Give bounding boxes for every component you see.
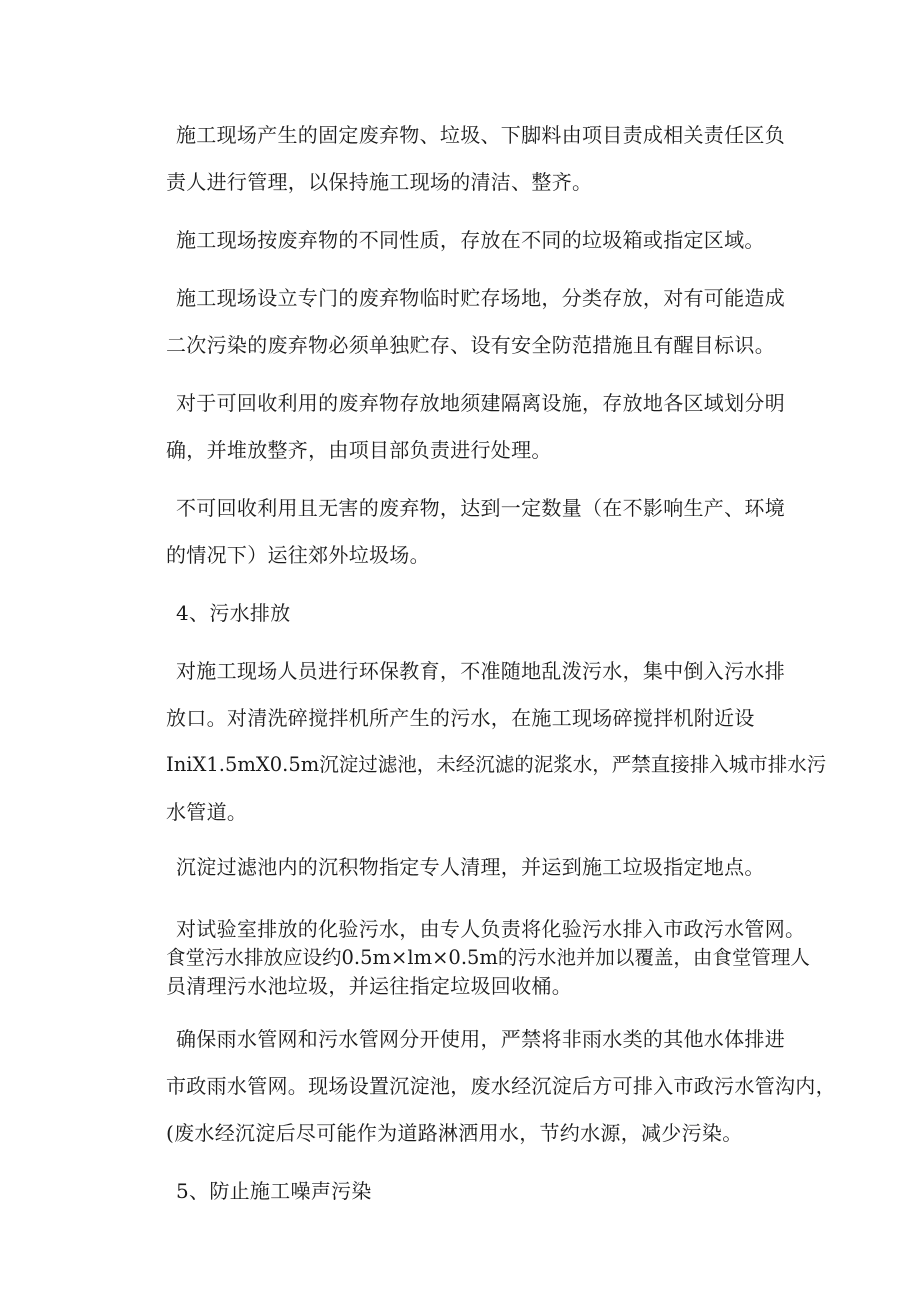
paragraph-9-line-2: 市政雨水管网。现场设置沉淀池，废水经沉淀后方可排入市政污水管沟内， xyxy=(166,1074,836,1098)
paragraph-6-line-2: 放口。对清洗碎搅拌机所产生的污水，在施工现场碎搅拌机附近设 xyxy=(166,706,755,730)
paragraph-8-line-3: 员清理污水池垃圾，并运往指定垃圾回收桶。 xyxy=(166,974,572,998)
paragraph-6-line-3: IniX1.5mX0.5m沉淀过滤池，未经沉滤的泥浆水，严禁直接排入城市排水污 xyxy=(166,753,827,776)
paragraph-9-line-3: (废水经沉淀后尽可能作为道路淋洒用水，节约水源，减少污染。 xyxy=(166,1121,743,1145)
paragraph-5-line-2: 的情况下）运往郊外垃圾场。 xyxy=(166,543,430,567)
paragraph-6-line-1: 对施工现场人员进行环保教育，不准随地乱泼污水，集中倒入污水排 xyxy=(176,659,785,683)
section-heading-noise: 5、防止施工噪声污染 xyxy=(176,1179,372,1203)
paragraph-9-line-1: 确保雨水管网和污水管网分开使用，严禁将非雨水类的其他水体排进 xyxy=(176,1027,785,1051)
paragraph-7-line-1: 沉淀过滤池内的沉积物指定专人清理，并运到施工垃圾指定地点。 xyxy=(176,855,765,879)
paragraph-1-line-2: 责人进行管理，以保持施工现场的清洁、整齐。 xyxy=(166,170,593,194)
paragraph-8-line-1: 对试验室排放的化验污水，由专人负责将化验污水排入市政污水管网。 xyxy=(176,917,806,941)
paragraph-4-line-2: 确，并堆放整齐，由项目部负责进行处理。 xyxy=(166,438,552,462)
section-heading-sewage: 4、污水排放 xyxy=(176,601,291,625)
paragraph-5-line-1: 不可回收利用且无害的废弃物，达到一定数量（在不影响生产、环境 xyxy=(176,496,785,520)
paragraph-3-line-1: 施工现场设立专门的废弃物临时贮存场地，分类存放，对有可能造成 xyxy=(176,286,785,310)
paragraph-3-line-2: 二次污染的废弃物必须单独贮存、设有安全防范措施且有醒目标识。 xyxy=(166,333,775,357)
paragraph-4-line-1: 对于可回收利用的废弃物存放地须建隔离设施，存放地各区域划分明 xyxy=(176,391,785,415)
paragraph-2-line-1: 施工现场按废弃物的不同性质，存放在不同的垃圾箱或指定区域。 xyxy=(176,228,765,252)
paragraph-6-line-4: 水管道。 xyxy=(166,800,248,824)
paragraph-1-line-1: 施工现场产生的固定废弃物、垃圾、下脚料由项目责成相关责任区负 xyxy=(176,123,785,147)
paragraph-8-line-2: 食堂污水排放应设约0.5m×lm×0.5m的污水池并加以覆盖，由食堂管理人 xyxy=(166,946,810,969)
